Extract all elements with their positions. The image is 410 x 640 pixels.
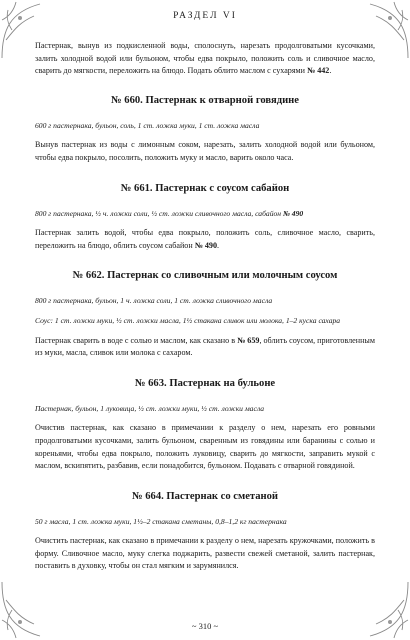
ingredients-664: 50 г масла, 1 ст. ложка муки, 1½–2 стакана сметаны, 0,8–1,2 кг пастернака bbox=[35, 516, 287, 526]
ingredients-662: 800 г пастернака, бульон, 1 ч. ложка соли, 1 ст. ложка сливочного масла bbox=[35, 296, 273, 306]
instructions-664: Очистить пастернак, как сказано в примечании к разделу о нем, нарезать кружочками, положить в форму. Сливочное масло, муку слегка поджарить, развести свежей сметаной, залить пастернак, поставить в духовку, чтобы он стал мягким и зарумянился. bbox=[35, 536, 375, 571]
corner-ornament-bottom-right bbox=[350, 580, 410, 640]
ingredients-661: 800 г пастернака, ½ ч. ложки соли, ½ ст. ложки сливочного масла, сабайон № 490 bbox=[35, 208, 304, 218]
sauce-ingredients-662: Соус: 1 ст. ложки муки, ½ ст. ложки масла, 1½ стакана сливок или молока, 1–2 куска сахара bbox=[35, 315, 341, 325]
recipe-reference: № 490 bbox=[194, 240, 218, 250]
intro-paragraph: Пастернак, вынув из подкисленной воды, сполоснуть, нарезать продолговатыми кусочками, залить холодной водой или бульоном, чтобы едва покрыло, положить соль и сливочное масло, сварить до мягкости, переложить на блюдо. Подать облито маслом с сухарями № 442. bbox=[35, 41, 375, 76]
ingredients-660: 600 г пастернака, бульон, соль, 1 ст. ложка муки, 1 ст. ложка масла bbox=[35, 120, 260, 130]
instructions-662: Пастернак сварить в воде с солью и маслом, как сказано в № 659, облить соусом, приготовленным из муки, масла, сливок или молока с сахаром. bbox=[35, 335, 375, 358]
running-header: РАЗДЕЛ VI bbox=[173, 11, 237, 21]
page-content bbox=[35, 40, 375, 573]
instructions-660: Вынув пастернак из воды с лимонным соком, нарезать, залить холодной водой или бульоном, чтобы едва покрыло, посолить, положить муку и масло, варить около часа. bbox=[35, 140, 375, 162]
page-number: ~ 310 ~ bbox=[191, 621, 219, 631]
instructions-663: Очистив пастернак, как сказано в примечании к разделу о нем, нарезать его ровными продолговатыми кусочками, залить бульоном, сваренным из говядины или баранины с солью и кореньями, чтобы едва покрыло, положить луковицу, сварить до мягкости, заправить мукой с маслом, вскипятить, разбавив, если понадобится, бульоном. Подавать с отварной говядиной. bbox=[35, 423, 375, 471]
ingredients-663: Пастернак, бульон, 1 луковица, ½ ст. ложки муки, ½ ст. ложки масла bbox=[35, 403, 265, 413]
recipe-title-660: № 660. Пастернак к отварной говядине bbox=[110, 94, 299, 106]
recipe-title-663: № 663. Пастернак на бульоне bbox=[134, 377, 276, 389]
instructions-661: Пастернак залить водой, чтобы едва покрыло, положить соль, сливочное масло, сварить, переложить на блюдо, облить соусом сабайон № 490. bbox=[35, 228, 375, 250]
recipe-title-661: № 661. Пастернак с соусом сабайон bbox=[120, 182, 290, 194]
recipe-reference: № 442 bbox=[307, 66, 330, 76]
recipe-title-662: № 662. Пастернак со сливочным или молочным соусом bbox=[72, 270, 338, 282]
recipe-reference: № 659 bbox=[237, 335, 260, 345]
corner-ornament-bottom-left bbox=[0, 580, 60, 640]
recipe-title-664: № 664. Пастернак со сметаной bbox=[131, 490, 279, 502]
